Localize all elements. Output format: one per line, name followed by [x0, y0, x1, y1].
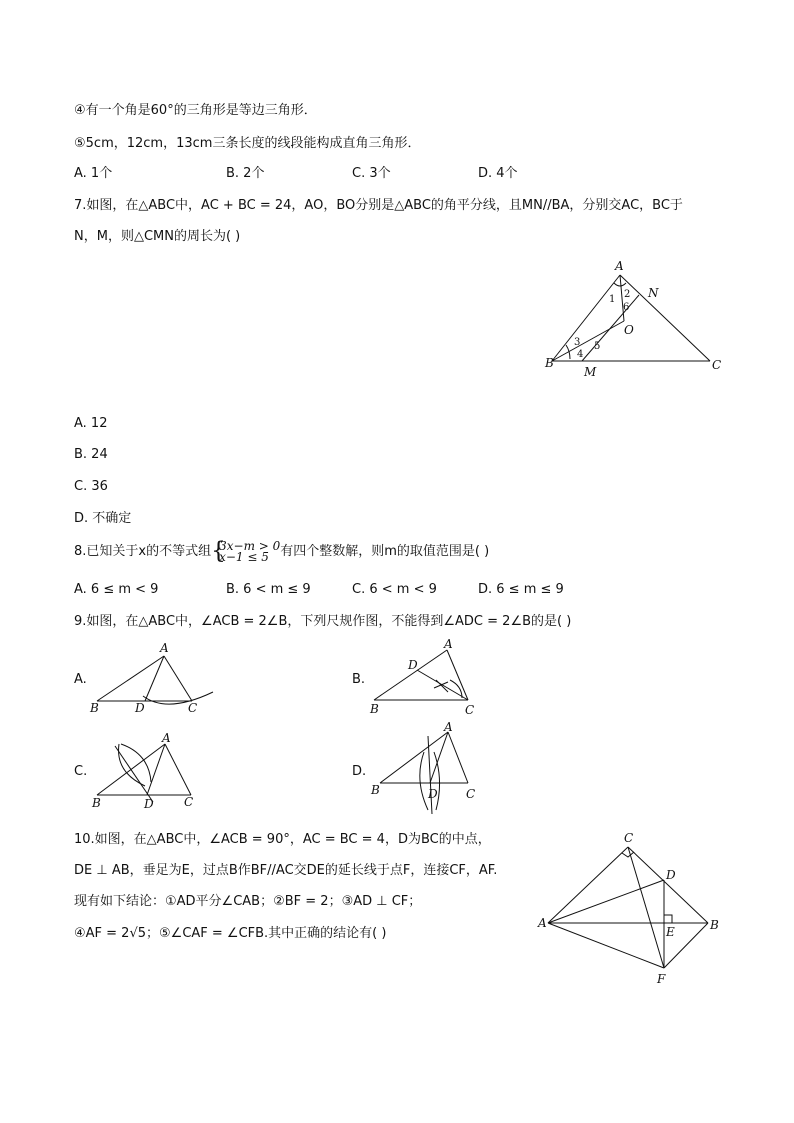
q9a-label-b: B	[90, 701, 99, 715]
q8-inequality-1: 3x−m > 0	[219, 538, 281, 553]
q6-option-c: C. 3个	[352, 166, 391, 181]
q8-stem	[74, 537, 490, 564]
q9-stem: 9.如图，在△ABC中，∠ACB = 2∠B，下列尺规作图，不能得到∠ADC = 2∠B的是( )	[74, 614, 572, 629]
q9-figure-a	[85, 638, 220, 718]
q9d-label-b: B	[371, 783, 380, 797]
q9d-label-d: D	[428, 787, 438, 801]
q7-angle-1: 1	[609, 294, 616, 305]
q9-figure-b	[362, 636, 492, 721]
q10-label-d: D	[666, 868, 676, 882]
q9-option-b-letter: B.	[352, 672, 366, 687]
q7-option-d: D. 不确定	[74, 511, 132, 526]
q9-option-c-letter: C.	[74, 764, 88, 779]
q10-label-a: A	[538, 916, 547, 930]
q9-figure-d	[362, 718, 487, 818]
q7-option-a: A. 12	[74, 416, 108, 431]
q6-option-d: D. 4个	[478, 166, 518, 181]
q9b-label-a: A	[444, 637, 453, 651]
q9b-label-d: D	[408, 658, 418, 672]
q10-label-f: F	[657, 972, 666, 986]
q7-label-o: O	[624, 323, 634, 337]
q10-triangle-figure	[534, 828, 729, 993]
q7-label-n: N	[648, 286, 659, 300]
q8-inequality-system: { 3x−m > 0 x−1 ≤ 5	[211, 537, 281, 564]
q7-angle-3: 3	[574, 337, 581, 348]
q10-label-e: E	[666, 925, 675, 939]
q9a-label-d: D	[135, 701, 145, 715]
q7-angle-5: 5	[594, 341, 601, 352]
q9-figure-c	[85, 728, 210, 813]
q10-stem-line-1: 10.如图，在△ABC中，∠ACB = 90°，AC = BC = 4，D为BC的中点，	[74, 832, 491, 847]
q9b-label-c: C	[465, 703, 475, 717]
q7-label-c: C	[712, 358, 722, 372]
q9c-label-b: B	[92, 796, 101, 810]
q10-stem-line-4: ④AF = 2√5；⑤∠CAF = ∠CFB.其中正确的结论有( )	[74, 926, 387, 941]
q7-stem-line-2: N，M，则△CMN的周长为( )	[74, 229, 241, 244]
q9b-label-b: B	[370, 702, 379, 716]
q8-option-b: B. 6 < m ≤ 9	[226, 582, 311, 597]
q9-option-d-letter: D.	[352, 764, 367, 779]
q9-option-a-letter: A.	[74, 672, 87, 687]
q9a-label-a: A	[160, 641, 169, 655]
q7-angle-2: 2	[624, 289, 631, 300]
q7-label-b: B	[545, 356, 554, 370]
q10-label-b: B	[710, 918, 719, 932]
q8-stem-prefix: 8.已知关于x的不等式组	[74, 544, 212, 559]
q8-option-d: D. 6 ≤ m ≤ 9	[478, 582, 564, 597]
q6-item-5: ⑤5cm，12cm，13cm三条长度的线段能构成直角三角形．	[74, 136, 421, 151]
q7-option-b: B. 24	[74, 447, 108, 462]
q9a-label-c: C	[188, 701, 198, 715]
q9d-label-c: C	[466, 787, 476, 801]
q7-stem-line-1: 7.如图，在△ABC中，AC + BC = 24，AO，BO分别是△ABC的角平分线，且MN//BA，分别交AC，BC于	[74, 198, 683, 213]
q7-triangle-figure	[540, 255, 730, 380]
q10-stem-line-3: 现有如下结论：①AD平分∠CAB；②BF = 2；③AD ⊥ CF；	[74, 894, 422, 909]
q7-label-m: M	[584, 365, 597, 379]
q9c-label-d: D	[144, 797, 154, 811]
q10-stem-line-2: DE ⊥ AB，垂足为E，过点B作BF//AC交DE的延长线于点F，连接CF，AF.	[74, 863, 498, 878]
q8-option-a: A. 6 ≤ m < 9	[74, 582, 159, 597]
q6-item-4: ④有一个角是60°的三角形是等边三角形．	[74, 103, 317, 118]
q9d-label-a: A	[444, 720, 453, 734]
q7-angle-6: 6	[623, 302, 630, 313]
q9c-label-c: C	[184, 795, 194, 809]
q6-option-a: A. 1个	[74, 166, 113, 181]
q8-inequality-2: x−1 ≤ 5	[219, 549, 269, 564]
q6-option-b: B. 2个	[226, 166, 265, 181]
q8-stem-suffix: 有四个整数解，则m的取值范围是( )	[280, 544, 490, 559]
q9c-label-a: A	[162, 731, 171, 745]
q7-label-a: A	[615, 259, 624, 273]
q8-option-c: C. 6 < m < 9	[352, 582, 437, 597]
q7-angle-4: 4	[577, 349, 584, 360]
q10-label-c: C	[624, 831, 634, 845]
q7-option-c: C. 36	[74, 479, 108, 494]
